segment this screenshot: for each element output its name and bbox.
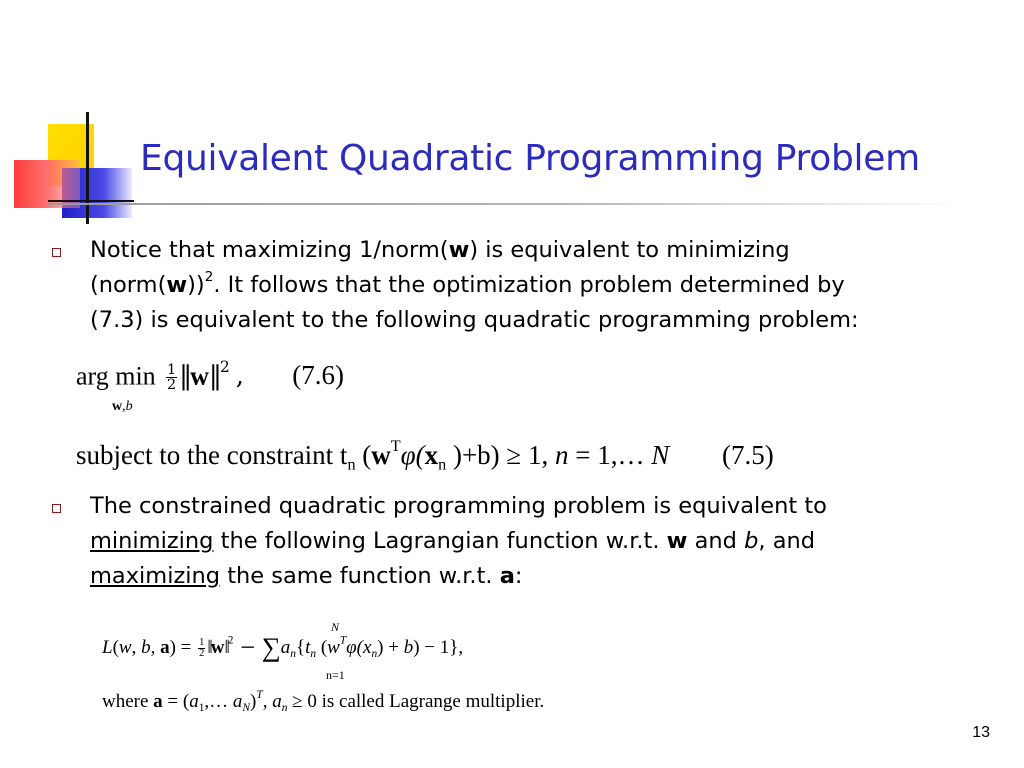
sum-lower-limit: n=1 (326, 668, 345, 682)
fraction-half: $\frac{1}{2}$ (166, 361, 177, 393)
sum-upper-limit: N (331, 620, 340, 634)
equation-7-6: arg min $\frac{1}{2}$ ‖w‖$^2$ , (7.6) (76, 358, 345, 393)
lagrange-multiplier-definition: where $a = (a_1,\dots$ $a_N)^T$, $a_n \ge 0$ is called Lagrange multiplier. (102, 689, 545, 715)
bullet-1-line-1: Notice that maximizing 1/norm(w) is equivalent to minimizing (90, 237, 790, 263)
equation-7-5: subject to the constraint $t_n$ ($w^T\varphi(x_n$ )+b) ≥ 1, n = 1,… N (7.5) (76, 437, 774, 474)
bullet-text-1 (90, 233, 970, 338)
bullet-2-line-2: minimizing the following Lagrangian function w.r.t. w and b, and (90, 528, 816, 554)
decor-horizontal-line (48, 200, 134, 202)
slide-title: Equivalent Quadratic Programming Problem (140, 138, 920, 179)
lagrangian-equation: L(w, b, a) = $\frac{1}{2}$ ‖w‖$^2$ − $\sum a_n\{t_n$ $(w^T\varphi(x_n) + b) - 1$}, (102, 632, 464, 662)
bullet-2-line-1: The constrained quadratic programming problem is equivalent to (90, 493, 827, 519)
equation-label-7-6: (7.6) (292, 360, 345, 391)
decor-vertical-line (86, 112, 89, 224)
bullet-2-line-3: maximizing the same function w.r.t. a: (90, 563, 523, 589)
equation-label-7-5: (7.5) (721, 439, 774, 470)
argmin-subscript: w,b (112, 399, 133, 414)
bullet-text-2 (90, 489, 970, 594)
bullet-marker-2 (52, 504, 61, 513)
bullet-1-line-3: (7.3) is equivalent to the following quadratic programming problem: (90, 307, 859, 333)
bullet-1-line-2: (norm(w))$^2$. It follows that the optimization problem determined by (90, 269, 845, 298)
page-number: 13 (972, 724, 990, 741)
bullet-marker-1 (52, 248, 61, 257)
title-underline (48, 203, 968, 205)
